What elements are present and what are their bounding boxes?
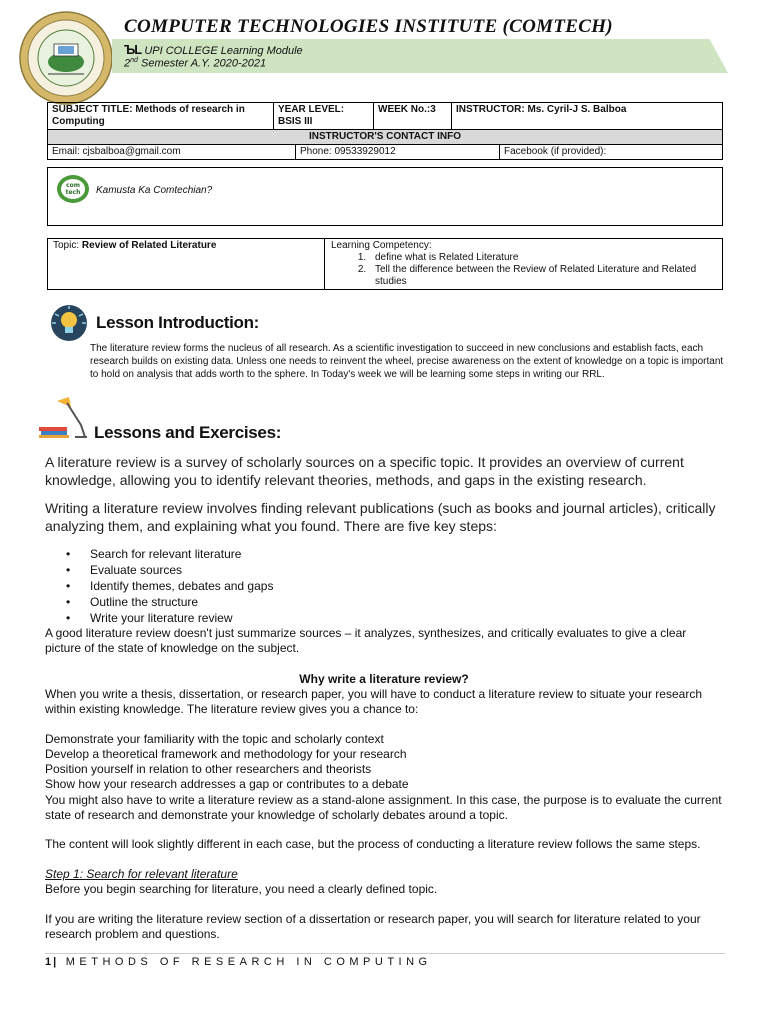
svg-text:tech: tech	[65, 189, 81, 196]
list-item: • Write your literature review	[66, 610, 273, 626]
greeting-box	[47, 167, 723, 226]
list-item: Demonstrate your familiarity with the topic and scholarly context	[45, 732, 384, 746]
chances-list	[45, 732, 725, 792]
lesson-intro-text: The literature review forms the nucleus of all research. As a scientific investigation to succeed in new conclusions and establish facts, each research builds on existing data. Unless one needs to reinvent the wheel, precise awareness on the extent of knowledge on a topic is important to hold on analysis that adds worth to the sphere. In Today's week we will be learning some steps in writing our RRL.	[90, 343, 724, 380]
steps-paragraph: Writing a literature review involves finding relevant publications (such as books and journal articles), critically analyzing them, and explaining what you found. There are five key steps:	[45, 500, 716, 534]
desk-lamp-icon	[37, 393, 89, 439]
competency-label: Learning Competency:	[331, 240, 432, 251]
contact-header: INSTRUCTOR'S CONTACT INFO	[48, 130, 723, 145]
instructor-cell: INSTRUCTOR: Ms. Cyril-J S. Balboa	[452, 103, 723, 130]
lesson-intro-heading: Lesson Introduction:	[96, 313, 260, 332]
svg-text:com: com	[66, 182, 80, 189]
week-cell: WEEK No.:3	[374, 103, 452, 130]
year-level-cell: YEAR LEVEL: BSIS III	[274, 103, 374, 130]
list-item: • Identify themes, debates and gaps	[66, 578, 273, 594]
why-heading: Why write a literature review?	[299, 672, 469, 686]
semester-number: 2	[124, 57, 131, 70]
standalone-paragraph: You might also have to write a literature review as a stand-alone assignment. In this case, the purpose is to evaluate the current state of research and demonstrate your knowledge of scholarly debates around a topic.	[45, 793, 722, 822]
list-item: Show how your research addresses a gap or contributes to a debate	[45, 777, 409, 791]
topic-value: Review of Related Literature	[81, 240, 217, 251]
competency-item: 1. define what is Related Literature	[369, 252, 717, 264]
institute-seal-icon	[18, 10, 114, 106]
email-cell: Email: cjsbalboa@gmail.com	[48, 145, 296, 159]
phone-cell: Phone: 09533929012	[296, 145, 500, 159]
footer-separator: |	[53, 956, 59, 968]
lessons-heading: Lessons and Exercises:	[94, 423, 282, 442]
footer-divider	[45, 953, 725, 954]
course-info-table	[47, 102, 723, 160]
facebook-cell: Facebook (if provided):	[504, 146, 607, 157]
list-item: • Outline the structure	[66, 594, 273, 610]
steps-list	[66, 546, 273, 626]
competency-cell	[326, 239, 722, 289]
comtech-badge-icon	[56, 174, 90, 204]
semester-suffix: nd	[130, 57, 138, 64]
content-paragraph: The content will look slightly different in each case, but the process of conducting a literature review follows the same steps.	[45, 837, 701, 851]
when-paragraph: When you write a thesis, dissertation, or research paper, you will have to conduct a literature review to situate your research within existing knowledge. The literature review gives you a chance to:	[45, 687, 702, 716]
footer-title: METHODS OF RESEARCH IN COMPUTING	[65, 956, 432, 968]
topic-label: Topic:	[53, 240, 82, 251]
subject-cell: SUBJECT TITLE: Methods of research in Computing	[48, 103, 274, 130]
ifyou-paragraph: If you are writing the literature review section of a dissertation or research paper, you will search for literature related to your research problem and questions.	[45, 912, 701, 941]
institute-title: COMPUTER TECHNOLOGIES INSTITUTE (COMTECH)	[124, 16, 613, 37]
step1-title: Step 1: Search for relevant literature	[45, 867, 238, 881]
page-number: 1	[45, 956, 54, 968]
topic-box	[47, 238, 723, 290]
greeting-text: Kamusta Ka Comtechian?	[96, 185, 213, 196]
list-item: • Search for relevant literature	[66, 546, 273, 562]
intro-paragraph: A literature review is a survey of scholarly sources on a specific topic. It provides an overview of current knowledge, allowing you to identify relevant theories, methods, and gaps in the existing research.	[45, 454, 684, 488]
before-paragraph: Before you begin searching for literature, you need a clearly defined topic.	[45, 882, 438, 896]
list-item: • Evaluate sources	[66, 562, 273, 578]
list-item: Develop a theoretical framework and methodology for your research	[45, 747, 407, 761]
competency-list	[369, 252, 717, 288]
competency-item: 2. Tell the difference between the Review of Related Literature and Related studies	[369, 264, 717, 288]
list-item: Position yourself in relation to other researchers and theorists	[45, 762, 372, 776]
good-review-paragraph: A good literature review doesn't just summarize sources – it analyzes, synthesizes, and critically evaluates to give a clear picture of the state of knowledge on the subject.	[45, 626, 687, 655]
module-line	[124, 42, 303, 57]
semester-text: Semester A.Y. 2020-2021	[140, 57, 267, 70]
module-prefix: ЪL	[124, 42, 142, 57]
topic-cell	[48, 239, 325, 289]
semester-line	[124, 57, 266, 70]
page-footer	[45, 956, 432, 968]
module-name: UPI COLLEGE Learning Module	[144, 45, 303, 57]
lightbulb-icon	[47, 304, 91, 342]
